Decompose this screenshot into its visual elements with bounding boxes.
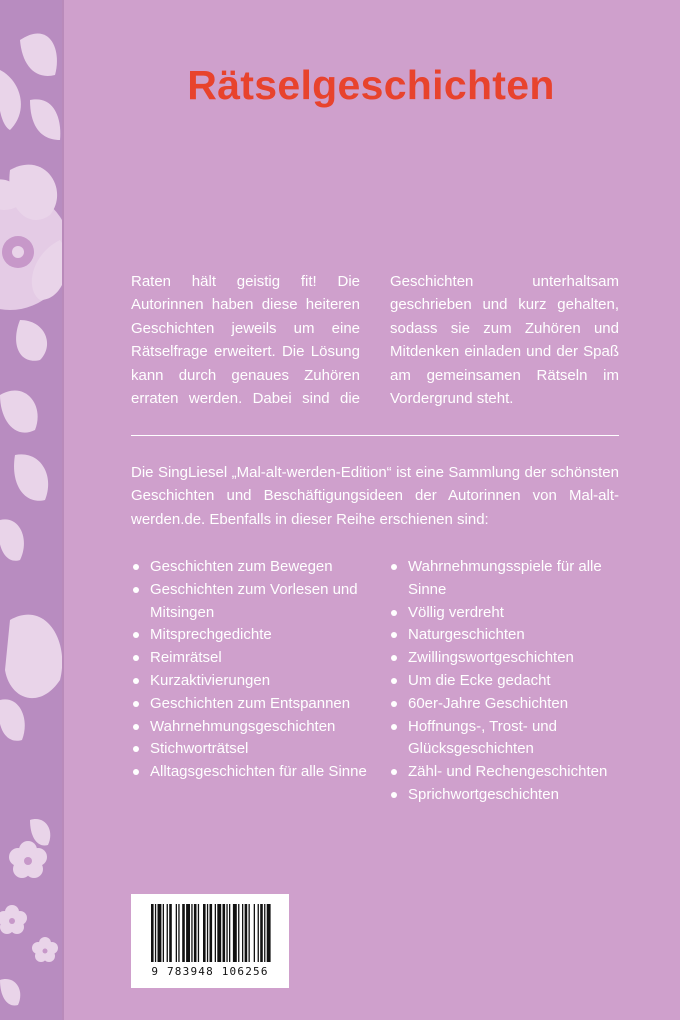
barcode-bar: [233, 904, 237, 962]
series-title-item: 60er-Jahre Geschichten: [389, 693, 629, 716]
series-title-item: Naturgeschichten: [389, 624, 629, 647]
flower-pattern-icon: [0, 0, 62, 1020]
series-title-item: Alltagsgeschichten für alle Sinne: [131, 761, 371, 784]
barcode-bar: [169, 904, 172, 962]
barcode-bar: [226, 904, 227, 962]
barcode-bar: [210, 904, 213, 962]
barcode-bar: [163, 904, 164, 962]
series-title-item: Hoffnungs-, Trost- und Glücksgeschichten: [389, 716, 629, 762]
barcode-bar: [151, 904, 154, 962]
barcode-bar: [223, 904, 226, 962]
series-title-item: Zwillingswortgeschichten: [389, 647, 629, 670]
spine-edge: [62, 0, 64, 1020]
series-title-item: Geschichten zum Vorlesen und Mitsingen: [131, 579, 371, 625]
series-title-item: Geschichten zum Entspannen: [131, 693, 371, 716]
section-divider: [131, 435, 619, 436]
series-titles-left: [131, 556, 371, 784]
series-title-item: Kurzaktivierungen: [131, 670, 371, 693]
series-title-item: Geschichten zum Bewegen: [131, 556, 371, 579]
series-title-item: Zähl- und Rechengeschichten: [389, 761, 629, 784]
barcode-bar: [260, 904, 263, 962]
barcode-bar: [215, 904, 216, 962]
barcode: [131, 894, 289, 988]
book-title: Rätselgeschichten: [187, 62, 555, 108]
barcode-bar: [191, 904, 192, 962]
barcode-bar: [194, 904, 197, 962]
barcode-bar: [158, 904, 162, 962]
barcode-bar: [207, 904, 208, 962]
barcode-bar: [178, 904, 179, 962]
barcode-bar: [203, 904, 206, 962]
barcode-bar: [258, 904, 259, 962]
barcode-bar: [238, 904, 239, 962]
series-title-item: Wahrnehmungsgeschichten: [131, 716, 371, 739]
spine-floral-decoration: [0, 0, 62, 1020]
barcode-bar: [176, 904, 177, 962]
series-title-item: Völlig verdreht: [389, 602, 629, 625]
barcode-bar: [186, 904, 190, 962]
barcode-bar: [249, 904, 250, 962]
isbn-number: 9 783948 106256: [151, 965, 269, 978]
barcode-bar: [242, 904, 243, 962]
barcode-bar: [264, 904, 265, 962]
intro-text: Raten hält geistig fit! Die Autorinnen haben diese heiteren Geschichten jeweils um eine Rätselfrage erweitert. Die Lösung kann durch genaues Zuhören erraten werden. Dabei sind die Geschichten unterhaltsam geschrieben und kurz gehalten, sodass sie zum Zuhören und Mitdenken einladen und der Spaß am gemeinsamen Rätseln im Vordergrund steht.: [131, 273, 619, 408]
barcode-bar: [229, 904, 230, 962]
barcode-bar: [198, 904, 199, 962]
barcode-bar: [182, 904, 185, 962]
series-title-item: Stichworträtsel: [131, 738, 371, 761]
barcode-bar: [267, 904, 271, 962]
barcode-bar: [254, 904, 255, 962]
barcode-bar: [155, 904, 156, 962]
series-title-item: Mitsprechgedichte: [131, 624, 371, 647]
series-titles-right: [389, 556, 629, 807]
series-title-item: Sprichwortgeschichten: [389, 784, 629, 807]
barcode-bar: [167, 904, 168, 962]
barcode-bar: [217, 904, 221, 962]
series-title-item: Reimrätsel: [131, 647, 371, 670]
series-intro-text: Die SingLiesel „Mal-alt-werden-Edition“ ist eine Sammlung der schönsten Geschichten und Beschäftigungsideen der Autorinnen von Mal-alt-werden.de. Ebenfalls in dieser Reihe erschienen sind:: [131, 464, 619, 528]
series-title-item: Um die Ecke gedacht: [389, 670, 629, 693]
series-title-item: Wahrnehmungsspiele für alle Sinne: [389, 556, 629, 602]
barcode-bar: [245, 904, 248, 962]
